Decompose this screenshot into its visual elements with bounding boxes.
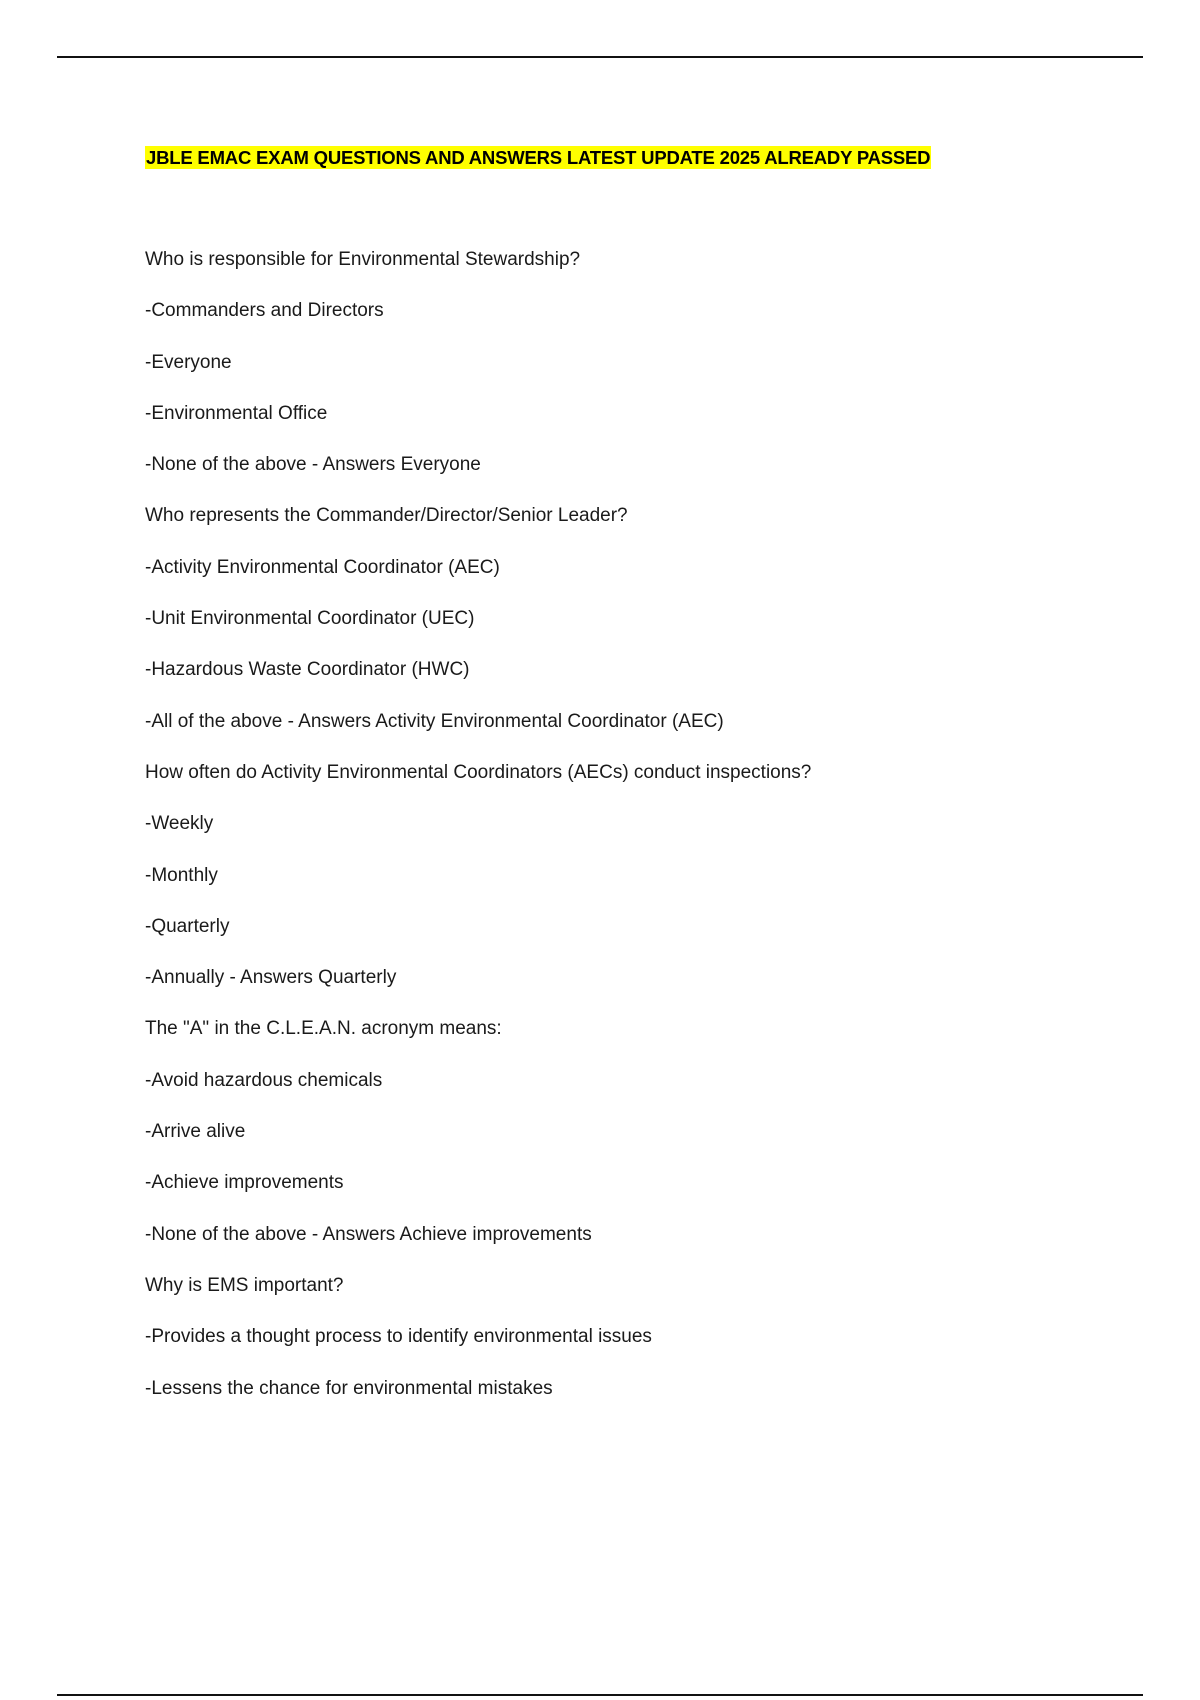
question-text: The "A" in the C.L.E.A.N. acronym means: xyxy=(145,1018,502,1040)
answer-option: -Monthly xyxy=(145,864,218,886)
answer-option: -Annually - Answers Quarterly xyxy=(145,967,397,989)
question-text: Why is EMS important? xyxy=(145,1274,344,1296)
answer-option: -Lessens the chance for environmental mistakes xyxy=(145,1377,553,1399)
question-text: Who represents the Commander/Director/Senior Leader? xyxy=(145,505,628,527)
question-text: How often do Activity Environmental Coordinators (AECs) conduct inspections? xyxy=(145,761,812,783)
answer-option: -Arrive alive xyxy=(145,1121,246,1143)
question-text: Who is responsible for Environmental Stewardship? xyxy=(145,249,581,270)
answer-option: -Everyone xyxy=(145,351,232,373)
header-rule xyxy=(57,56,1143,58)
footer-rule xyxy=(57,1694,1143,1696)
answer-option: -Activity Environmental Coordinator (AEC) xyxy=(145,556,500,578)
answer-option: -Avoid hazardous chemicals xyxy=(145,1069,383,1091)
document-title-text: JBLE EMAC EXAM QUESTIONS AND ANSWERS LATEST UPDATE 2025 ALREADY PASSED xyxy=(146,147,931,168)
answer-option: -None of the above - Answers Everyone xyxy=(145,454,481,476)
answer-option: -Unit Environmental Coordinator (UEC) xyxy=(145,608,475,630)
answer-option: -None of the above - Answers Achieve improvements xyxy=(145,1223,592,1245)
answer-option: -Weekly xyxy=(145,813,214,835)
answer-option: -Provides a thought process to identify environmental issues xyxy=(145,1326,652,1348)
document-body xyxy=(145,248,1145,1428)
answer-option: -Achieve improvements xyxy=(145,1172,344,1194)
answer-option: -Environmental Office xyxy=(145,402,328,424)
answer-option: -Hazardous Waste Coordinator (HWC) xyxy=(145,659,470,681)
answer-option: -Quarterly xyxy=(145,915,230,937)
document-title xyxy=(145,146,931,170)
answer-option: -All of the above - Answers Activity Environmental Coordinator (AEC) xyxy=(145,710,724,732)
answer-option: -Commanders and Directors xyxy=(145,300,384,322)
